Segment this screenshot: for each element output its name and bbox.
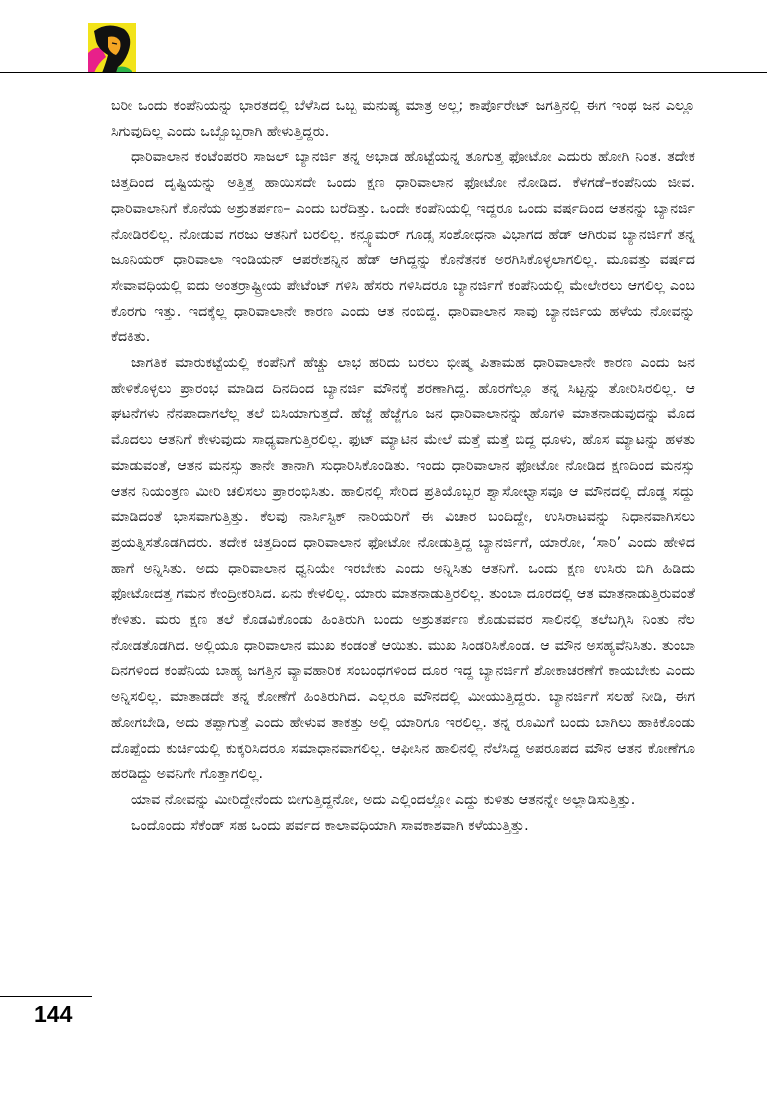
paragraph: ಬರೀ ಒಂದು ಕಂಪೆನಿಯನ್ನು ಭಾರತದಲ್ಲಿ ಬೆಳೆಸಿದ ಒಬ್ಬ ಮನುಷ್ಯ ಮಾತ್ರ ಅಲ್ಲ; ಕಾರ್ಪೊರೇಟ್ ಜಗತ್ತಿನಲ್ಲಿ ಈಗ ಇಂಥ ಜನ ಎಲ್ಲೂ ಸಿಗುವುದಿಲ್ಲ ಎಂದು ಒಬ್ಬೊಬ್ಬರಾಗಿ ಹೇಳುತ್ತಿದ್ದರು.	[111, 98, 695, 140]
paragraph: ಜಾಗತಿಕ ಮಾರುಕಟ್ಟೆಯಲ್ಲಿ ಕಂಪೆನಿಗೆ ಹೆಚ್ಚು ಲಾಭ ಹರಿದು ಬರಲು ಭೀಷ್ಮ ಪಿತಾಮಹ ಧಾರಿವಾಲಾನೇ ಕಾರಣ ಎಂದು ಜನ ಹೇಳಿಕೊಳ್ಳಲು ಪ್ರಾರಂಭ ಮಾಡಿದ ದಿನದಿಂದ ಬ್ಯಾನರ್ಜಿ ಮೌನಕ್ಕೆ ಶರಣಾಗಿದ್ದ. ಹೊರಗೆಲ್ಲೂ ತನ್ನ ಸಿಟ್ಟನ್ನು ತೋರಿಸಿರಲಿಲ್ಲ. ಆ ಘಟನೆಗಳು ನೆನಪಾದಾಗಲೆಲ್ಲ ತಲೆ ಬಿಸಿಯಾಗುತ್ತದೆ. ಹೆಜ್ಜೆ ಹೆಜ್ಜೆಗೂ ಜನ ಧಾರಿವಾಲಾನನ್ನು ಹೊಗಳಿ ಮಾತನಾಡುವುದನ್ನು ಮೊದ ಮೊದಲು ಆತನಿಗೆ ಕೇಳುವುದು ಸಾಧ್ಯವಾಗುತ್ತಿರಲಿಲ್ಲ. ಫುಟ್ ಮ್ಯಾಟಿನ ಮೇಲೆ ಮತ್ತೆ ಮತ್ತೆ ಬಿದ್ದ ಧೂಳು, ಹೊಸ ಮ್ಯಾಟನ್ನು ಹಳತು ಮಾಡುವಂತೆ, ಆತನ ಮನಸ್ಸು ತಾನೇ ತಾನಾಗಿ ಸುಧಾರಿಸಿಕೊಂಡಿತು. ಇಂದು ಧಾರಿವಾಲಾನ ಫೋಟೋ ನೋಡಿದ ಕ್ಷಣದಿಂದ ಮನಸ್ಸು ಆತನ ನಿಯಂತ್ರಣ ಮೀರಿ ಚಲಿಸಲು ಪ್ರಾರಂಭಿಸಿತು. ಹಾಲಿನಲ್ಲಿ ಸೇರಿದ ಪ್ರತಿಯೊಬ್ಬರ ಶ್ವಾಸೋಛ್ವಾಸವೂ ಆ ಮೌನದಲ್ಲಿ ದೊಡ್ಡ ಸದ್ದು ಮಾಡಿದಂತೆ ಭಾಸವಾಗುತ್ತಿತ್ತು. ಕೆಲವು ನಾರ್ಸಿಸ್ಟಿಕ್ ನಾರಿಯರಿಗೆ ಈ ವಿಚಾರ ಬಂದಿದ್ದೇ, ಉಸಿರಾಟವನ್ನು ನಿಧಾನವಾಗಿಸಲು ಪ್ರಯತ್ನಿಸತೊಡಗಿದರು. ತದೇಕ ಚಿತ್ತದಿಂದ ಧಾರಿವಾಲಾನ ಫೋಟೋ ನೋಡುತ್ತಿದ್ದ ಬ್ಯಾನರ್ಜಿಗೆ, ಯಾರೋ, ‘ಸಾರಿ’ ಎಂದು ಹೇಳಿದ ಹಾಗೆ ಅನ್ನಿಸಿತು. ಅದು ಧಾರಿವಾಲಾನ ಧ್ವನಿಯೇ ಇರಬೇಕು ಎಂದು ಅನ್ನಿಸಿತು ಆತನಿಗೆ. ಒಂದು ಕ್ಷಣ ಉಸಿರು ಬಿಗಿ ಹಿಡಿದು ಫೋಟೋದತ್ತ ಗಮನ ಕೇಂದ್ರೀಕರಿಸಿದ. ಏನು ಕೇಳಲಿಲ್ಲ. ಯಾರು ಮಾತನಾಡುತ್ತಿರಲಿಲ್ಲ. ತುಂಬಾ ದೂರದಲ್ಲಿ ಆತ ಮಾತನಾಡುತ್ತಿರುವಂತೆ ಕೇಳಿತು. ಮರು ಕ್ಷಣ ತಲೆ ಕೊಡವಿಕೊಂಡು ಹಿಂತಿರುಗಿ ಬಂದು ಅಶ್ರುತರ್ಪಣ ಕೊಡುವವರ ಸಾಲಿನಲ್ಲಿ ತಲೆಬಗ್ಗಿಸಿ ನಿಂತು ನೆಲ ನೋಡತೊಡಗಿದ. ಅಲ್ಲಿಯೂ ಧಾರಿವಾಲಾನ ಮುಖ ಕಂಡಂತೆ ಆಯಿತು. ಮುಖ ಸಿಂಡರಿಸಿಕೊಂಡ. ಆ ಮೌನ ಅಸಹ್ಯವೆನಿಸಿತು. ತುಂಬಾ ದಿನಗಳಿಂದ ಕಂಪೆನಿಯ ಬಾಹ್ಯ ಜಗತ್ತಿನ ವ್ಯಾವಹಾರಿಕ ಸಂಬಂಧಗಳಿಂದ ದೂರ ಇದ್ದ ಬ್ಯಾನರ್ಜಿಗೆ ಶೋಕಾಚರಣೆಗೆ ಕಾಯಬೇಕು ಎಂದು ಅನ್ನಿಸಲಿಲ್ಲ. ಮಾತಾಡದೇ ತನ್ನ ಕೋಣೆಗೆ ಹಿಂತಿರುಗಿದ. ಎಲ್ಲರೂ ಮೌನದಲ್ಲಿ ಮೀಯುತ್ತಿದ್ದರು. ಬ್ಯಾನರ್ಜಿಗೆ ಸಲಹೆ ನೀಡಿ, ಈಗ ಹೋಗಬೇಡಿ, ಅದು ತಪ್ಪಾಗುತ್ತೆ ಎಂದು ಹೇಳುವ ತಾಕತ್ತು ಅಲ್ಲಿ ಯಾರಿಗೂ ಇರಲಿಲ್ಲ. ತನ್ನ ರೂಮಿಗೆ ಬಂದು ಬಾಗಿಲು ಹಾಕಿಕೊಂಡು ದೊಪ್ಪೆಂದು ಕುರ್ಚಿಯಲ್ಲಿ ಕುಕ್ಕರಿಸಿದರೂ ಸಮಾಧಾನವಾಗಲಿಲ್ಲ. ಆಫೀಸಿನ ಹಾಲಿನಲ್ಲಿ ನೆಲೆಸಿದ್ದ ಅಪರೂಪದ ಮೌನ ಆತನ ಕೋಣೆಗೂ ಹರಡಿದ್ದು ಅವನಿಗೇ ಗೊತ್ತಾಗಲಿಲ್ಲ.	[111, 355, 695, 783]
paragraph: ಒಂದೊಂದು ಸೆಕೆಂಡ್ ಸಹ ಒಂದು ಪರ್ವದ ಕಾಲಾವಧಿಯಾಗಿ ಸಾವಕಾಶವಾಗಿ ಕಳೆಯುತ್ತಿತ್ತು.	[131, 817, 529, 834]
body-text	[111, 94, 695, 839]
paragraph: ಯಾವ ನೋವನ್ನು ಮೀರಿದ್ದೇನೆಂದು ಬೀಗುತ್ತಿದ್ದನೋ, ಅದು ಎಲ್ಲಿಂದಲ್ಲೋ ಎದ್ದು ಕುಳಿತು ಆತನನ್ನೇ ಅಲ್ಲಾಡಿಸುತ್ತಿತ್ತು.	[131, 791, 636, 808]
footer-rule	[0, 996, 92, 997]
header-rule	[0, 72, 767, 73]
woman-profile-logo-icon	[88, 23, 136, 73]
page-number: 144	[34, 1001, 73, 1027]
paragraph: ಧಾರಿವಾಲಾನ ಕಂಟೆಂಪರರಿ ಸಾಜಲ್ ಬ್ಯಾನರ್ಜಿ ತನ್ನ ಅಭಾಡ ಹೊಟ್ಟೆಯನ್ನ ತೂಗುತ್ತ ಫೋಟೋ ಎದುರು ಹೋಗಿ ನಿಂತ. ತದೇಕ ಚಿತ್ತದಿಂದ ದೃಷ್ಟಿಯನ್ನು ಅತ್ತಿತ್ತ ಹಾಯಿಸದೇ ಒಂದು ಕ್ಷಣ ಧಾರಿವಾಲಾನ ಫೋಟೋ ನೋಡಿದ. ಕೆಳಗಡೆ–ಕಂಪೆನಿಯ ಜೀವ. ಧಾರಿವಾಲಾನಿಗೆ ಕೊನೆಯ ಅಶ್ರುತರ್ಪಣ– ಎಂದು ಬರೆದಿತ್ತು. ಒಂದೇ ಕಂಪೆನಿಯಲ್ಲಿ ಇದ್ದರೂ ಒಂದು ವರ್ಷದಿಂದ ಆತನನ್ನು ಬ್ಯಾನರ್ಜಿ ನೋಡಿರಲಿಲ್ಲ. ನೋಡುವ ಗರಜು ಆತನಿಗೆ ಬರಲಿಲ್ಲ. ಕನ್ಸ್ಯೂಮರ್ ಗೂಡ್ಸ ಸಂಶೋಧನಾ ವಿಭಾಗದ ಹೆಡ್ ಆಗಿರುವ ಬ್ಯಾನರ್ಜಿಗೆ ತನ್ನ ಜೂನಿಯರ್ ಧಾರಿವಾಲಾ ಇಂಡಿಯನ್ ಆಪರೇಶನ್ನಿನ ಹೆಡ್ ಆಗಿದ್ದನ್ನು ಕೊನೆತನಕ ಅರಗಿಸಿಕೊಳ್ಳಲಾಗಲಿಲ್ಲ. ಮೂವತ್ತು ವರ್ಷದ ಸೇವಾವಧಿಯಲ್ಲಿ ಐದು ಅಂತರ್ರಾಷ್ಟ್ರೀಯ ಪೇಟೆಂಟ್ ಗಳಿಸಿ ಹೆಸರು ಗಳಿಸಿದರೂ ಬ್ಯಾನರ್ಜಿಗೆ ಕಂಪೆನಿಯಲ್ಲಿ ಮೇಲೇರಲು ಆಗಲಿಲ್ಲ ಎಂಬ ಕೊರಗು ಇತ್ತು. ಇದಕ್ಕೆಲ್ಲ ಧಾರಿವಾಲಾನೇ ಕಾರಣ ಎಂದು ಆತ ನಂಬಿದ್ದ. ಧಾರಿವಾಲಾನ ಸಾವು ಬ್ಯಾನರ್ಜಿಯ ಹಳೆಯ ನೋವನ್ನು ಕೆದಕಿತು.	[111, 149, 695, 346]
